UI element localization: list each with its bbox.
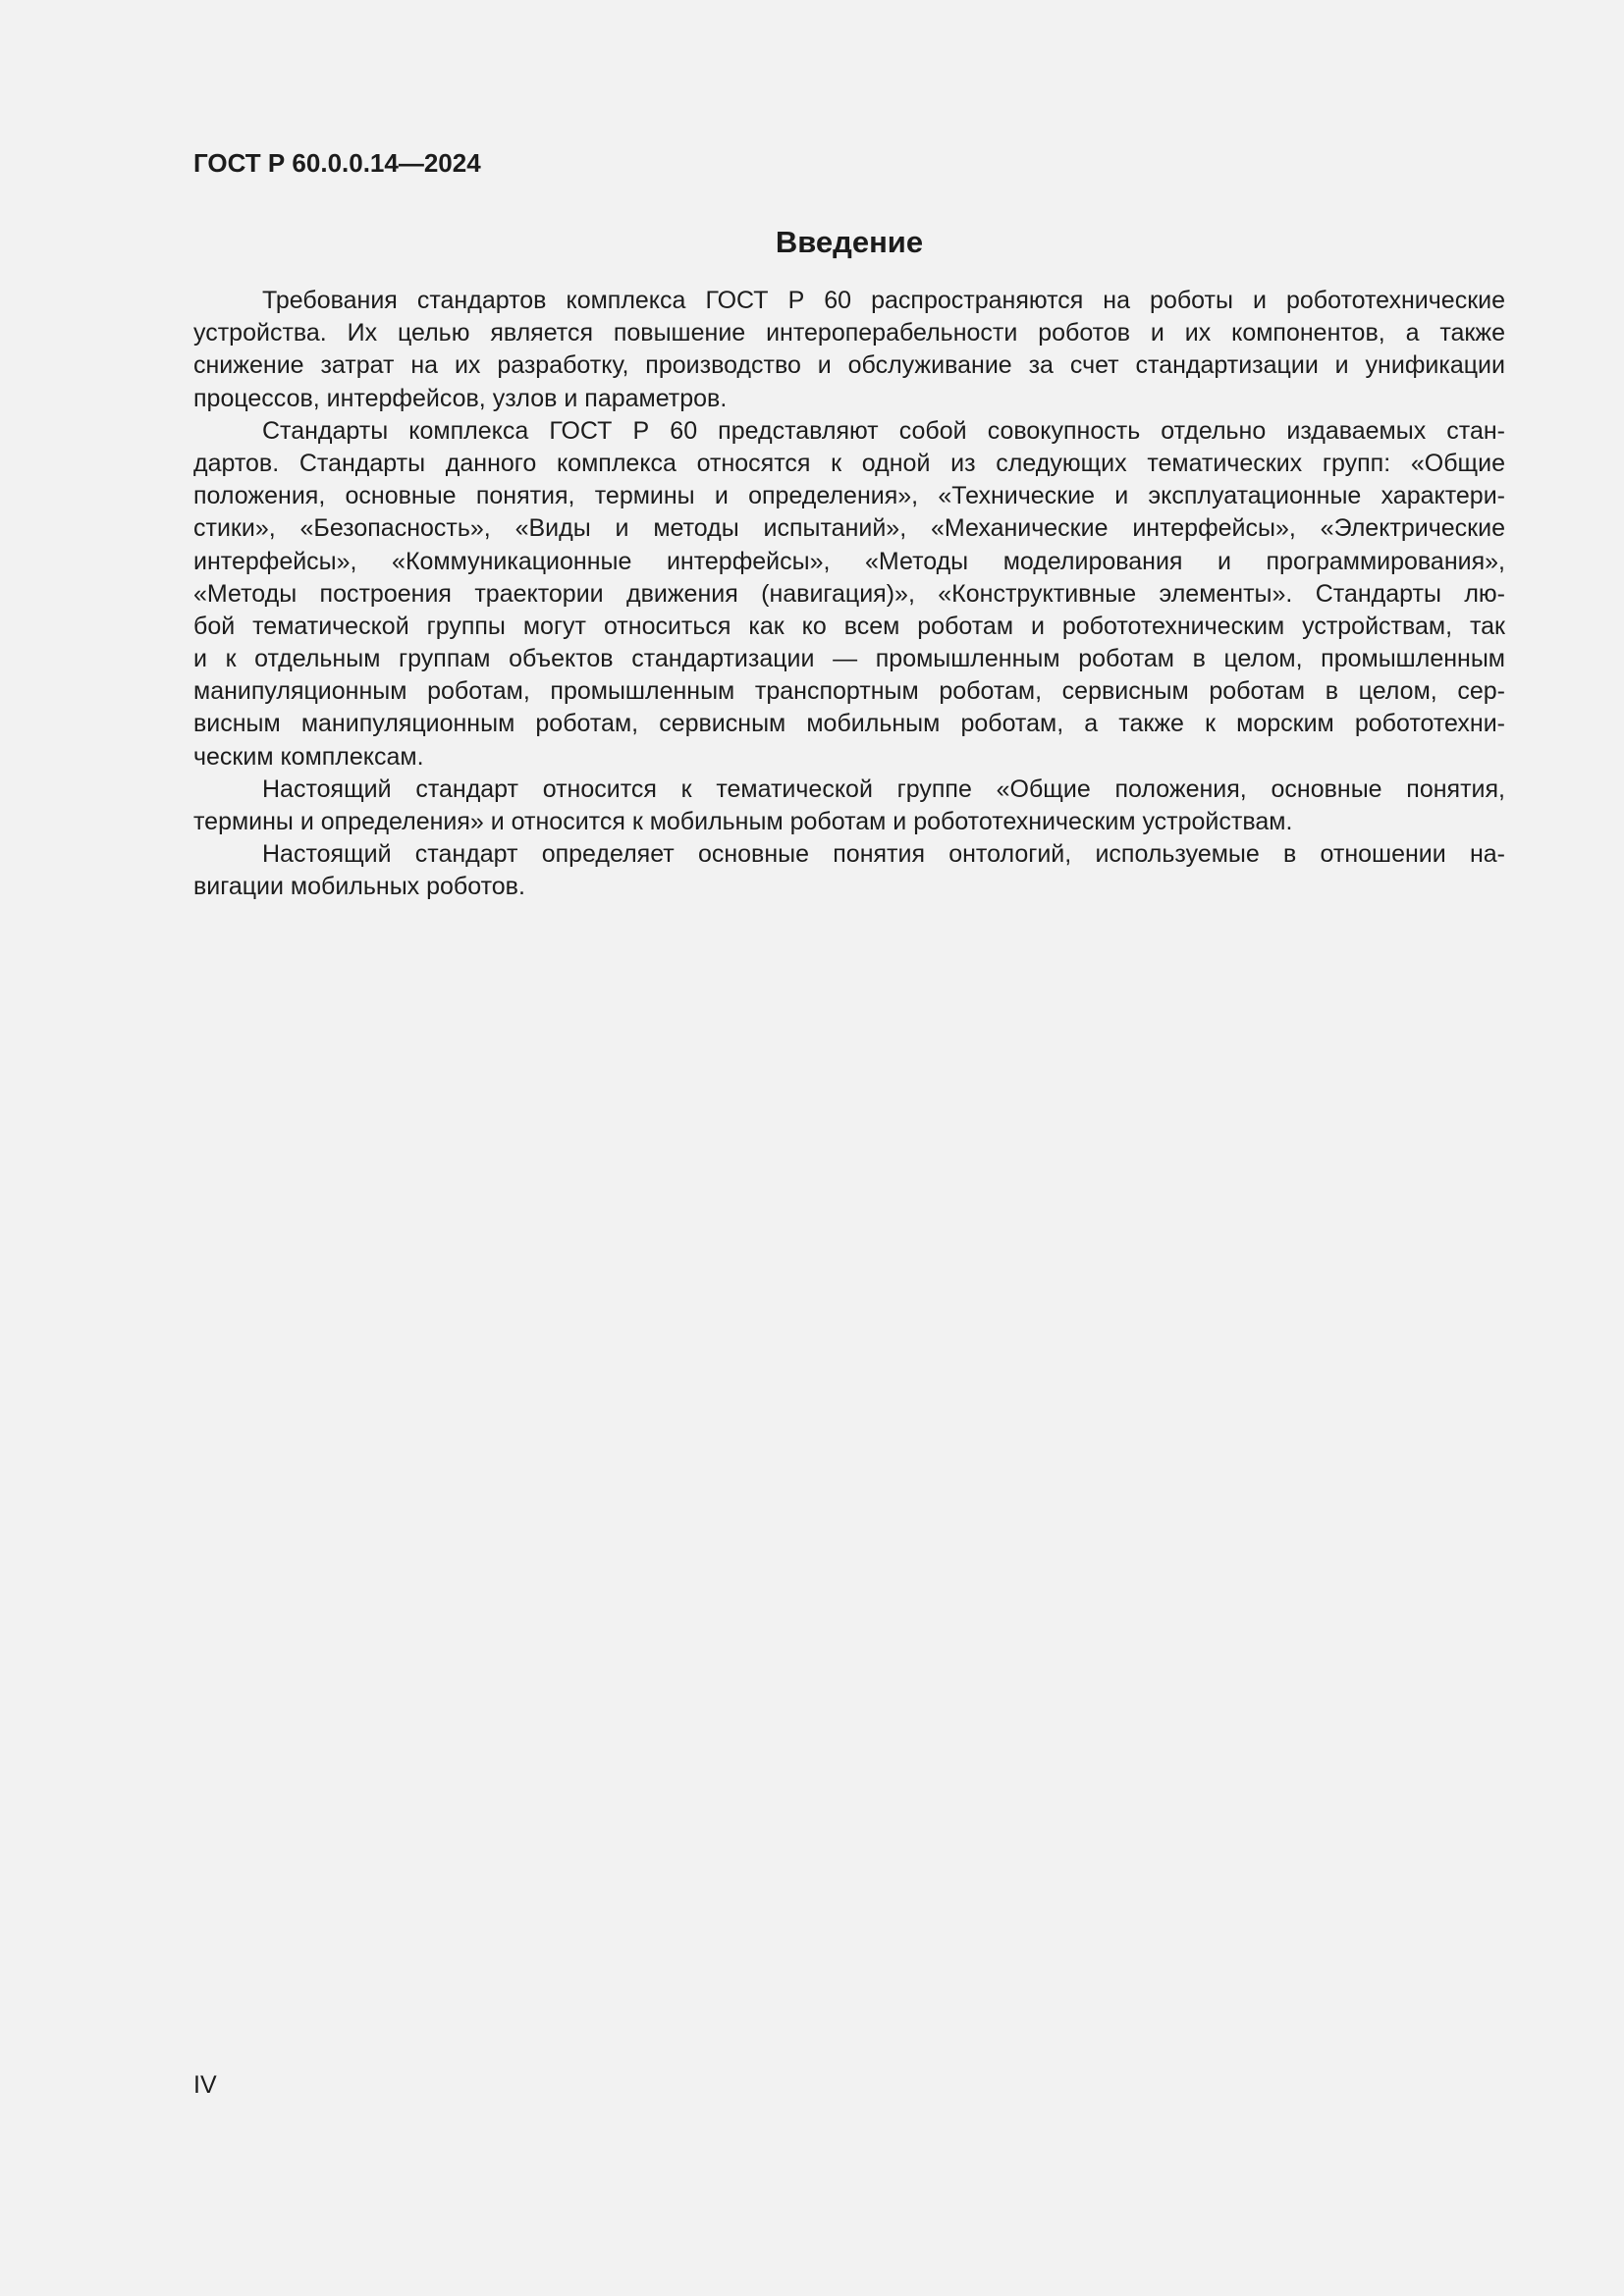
text-line: снижение затрат на их разработку, производство и обслуживание за счет стандартизации и унификации — [193, 351, 1505, 380]
text-line: термины и определения» и относится к мобильным роботам и робототехническим устройствам. — [193, 808, 1293, 835]
section-title: Введение — [775, 225, 924, 259]
paragraph — [193, 774, 1505, 838]
text-line: манипуляционным роботам, промышленным транспортным роботам, сервисным роботам в целом, сер- — [193, 677, 1505, 706]
paragraph — [193, 415, 1505, 774]
text-line: Требования стандартов комплекса ГОСТ Р 60 распространяются на роботы и робототехнические — [262, 287, 1505, 314]
text-line: положения, основные понятия, термины и определения», «Технические и эксплуатационные характери- — [193, 482, 1505, 510]
text-line: процессов, интерфейсов, узлов и параметров. — [193, 384, 728, 412]
text-line: бой тематической группы могут относиться как ко всем роботам и робототехническим устройствам, так — [193, 612, 1505, 640]
text-line: Настоящий стандарт определяет основные понятия онтологий, используемые в отношении на- — [262, 840, 1505, 869]
text-line: висным манипуляционным роботам, сервисным мобильным роботам, а также к морским робототехни- — [193, 710, 1505, 738]
text-line: и к отдельным группам объектов стандартизации — промышленным роботам в целом, промышленным — [193, 645, 1505, 673]
text-line: «Методы построения траектории движения (навигация)», «Конструктивные элементы». Стандарты лю- — [193, 579, 1505, 608]
paragraph — [193, 285, 1505, 415]
text-line: Стандарты комплекса ГОСТ Р 60 представляют собой совокупность отдельно издаваемых стан- — [262, 416, 1505, 445]
text-line: устройства. Их целью является повышение интероперабельности роботов и их компонентов, а также — [193, 319, 1505, 347]
text-line: дартов. Стандарты данного комплекса относятся к одной из следующих тематических групп: «Общие — [193, 449, 1505, 477]
text-line: стики», «Безопасность», «Виды и методы испытаний», «Механические интерфейсы», «Электрические — [193, 514, 1505, 543]
document-body — [193, 285, 1505, 904]
paragraph — [193, 838, 1505, 903]
text-line: ческим комплексам. — [193, 742, 424, 771]
text-line: вигации мобильных роботов. — [193, 873, 525, 901]
document-number-header: ГОСТ Р 60.0.0.14—2024 — [193, 148, 481, 178]
page-number: IV — [193, 2071, 217, 2099]
text-line: Настоящий стандарт относится к тематической группе «Общие положения, основные понятия, — [262, 774, 1505, 803]
text-line: интерфейсы», «Коммуникационные интерфейсы», «Методы моделирования и программирования», — [193, 547, 1505, 575]
